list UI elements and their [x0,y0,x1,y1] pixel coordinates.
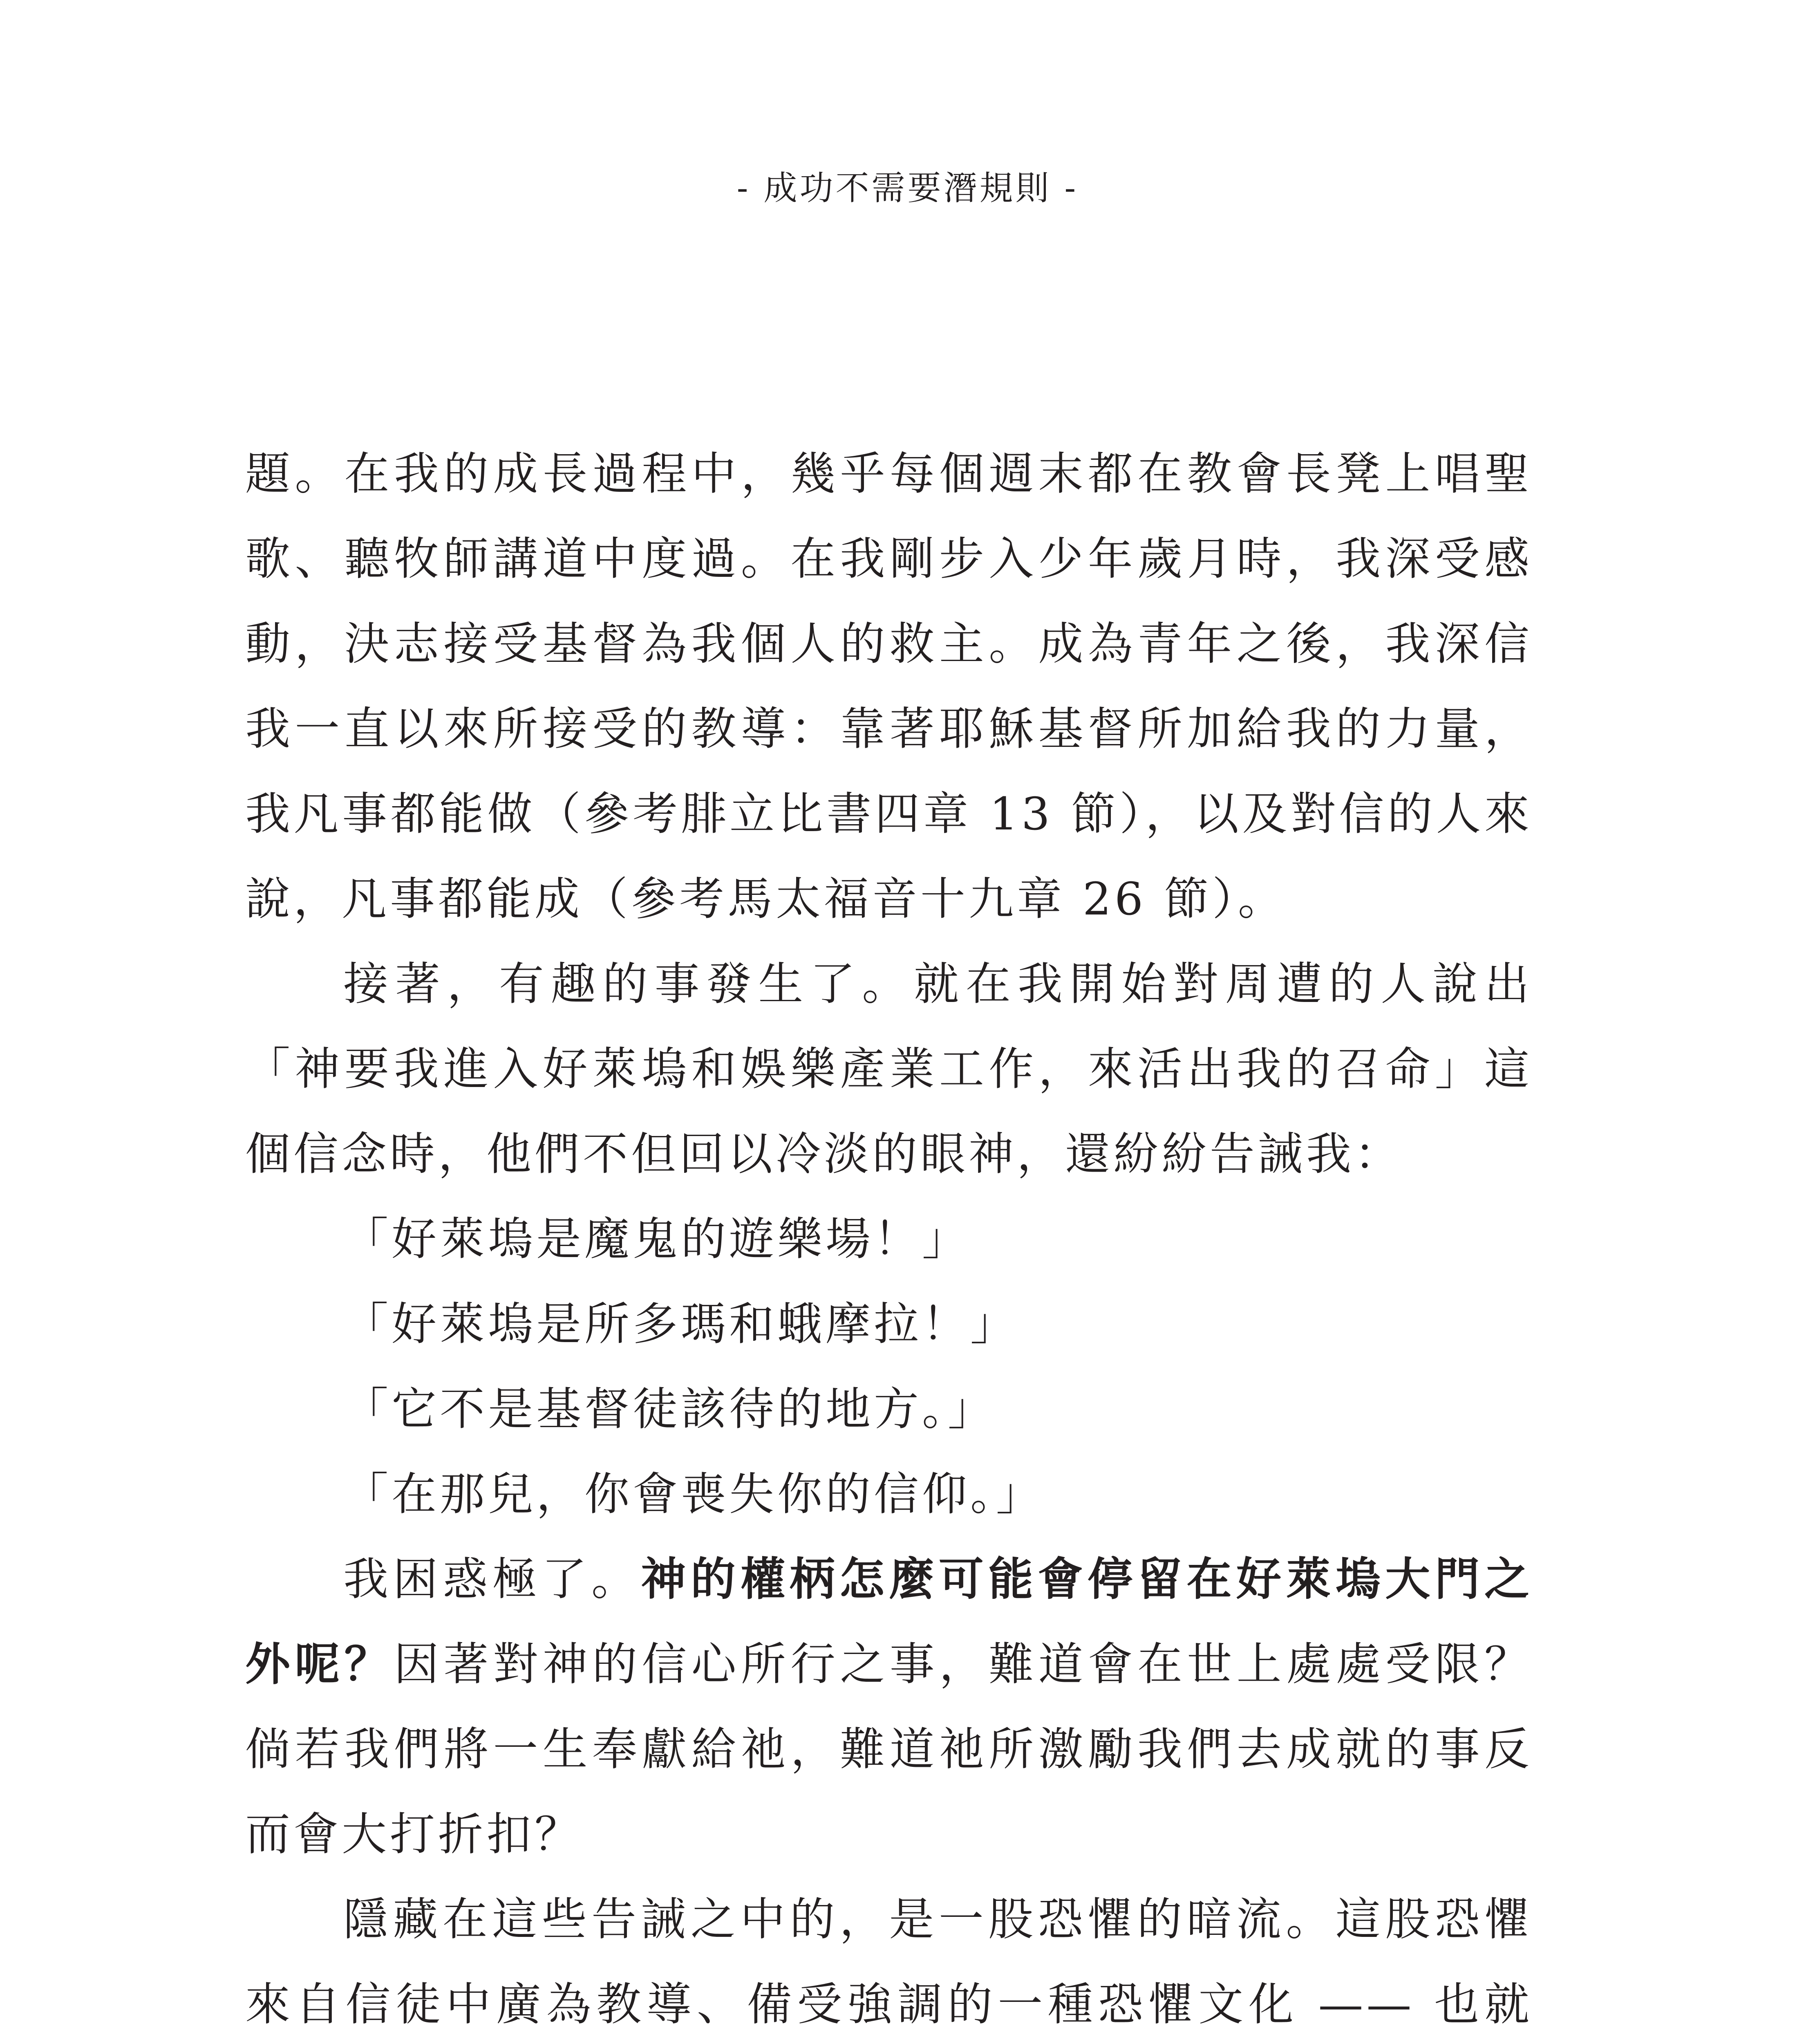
quote-4: 「在那兒，你會喪失你的信仰。」 [343,1468,1044,1520]
body-text [245,431,1533,2044]
paragraph-3 [245,1537,1533,1877]
paragraph-3-emphasis: 神的權柄怎麼可能會停留在好萊塢大門之外呢？ [245,1553,1533,1690]
paragraph-2: 接著，有趣的事發生了。就在我開始對周遭的人說出「神要我進入好萊塢和娛樂產業工作，來活出我的召命」這個信念時，他們不但回以冷淡的眼神，還紛紛告誡我： [245,958,1533,1180]
quote-2: 「好萊塢是所多瑪和蛾摩拉！」 [343,1298,1018,1350]
quote-1: 「好萊塢是魔鬼的遊樂場！」 [343,1213,970,1265]
quote-3: 「它不是基督徒該待的地方。」 [343,1383,996,1435]
paragraph-3-rest: 因著對神的信心所行之事，難道會在世上處處受限？倘若我們將一生奉獻給祂，難道祂所激勵我們去成就的事反而會大打折扣？ [245,1638,1533,1860]
paragraph-continued: 題。在我的成長過程中，幾乎每個週末都在教會長凳上唱聖歌、聽牧師講道中度過。在我剛步入少年歲月時，我深受感動，決志接受基督為我個人的救主。成為青年之後，我深信我一直以來所接受的教導：靠著耶穌基督所加給我的力量，我凡事都能做（參考腓立比書四章 13 節），以及對信的人來說，凡事都能成（參考馬太福音十九章 26 節）。 [245,448,1533,925]
running-header: - 成功不需要潛規則 - [736,169,1079,208]
paragraph-3-lead: 我困惑極了。 [343,1553,641,1605]
paragraph-4: 隱藏在這些告誡之中的，是一股恐懼的暗流。這股恐懼來自信徒中廣為教導、備受強調的一種恐懼文化 —— 也就 [245,1893,1533,2031]
